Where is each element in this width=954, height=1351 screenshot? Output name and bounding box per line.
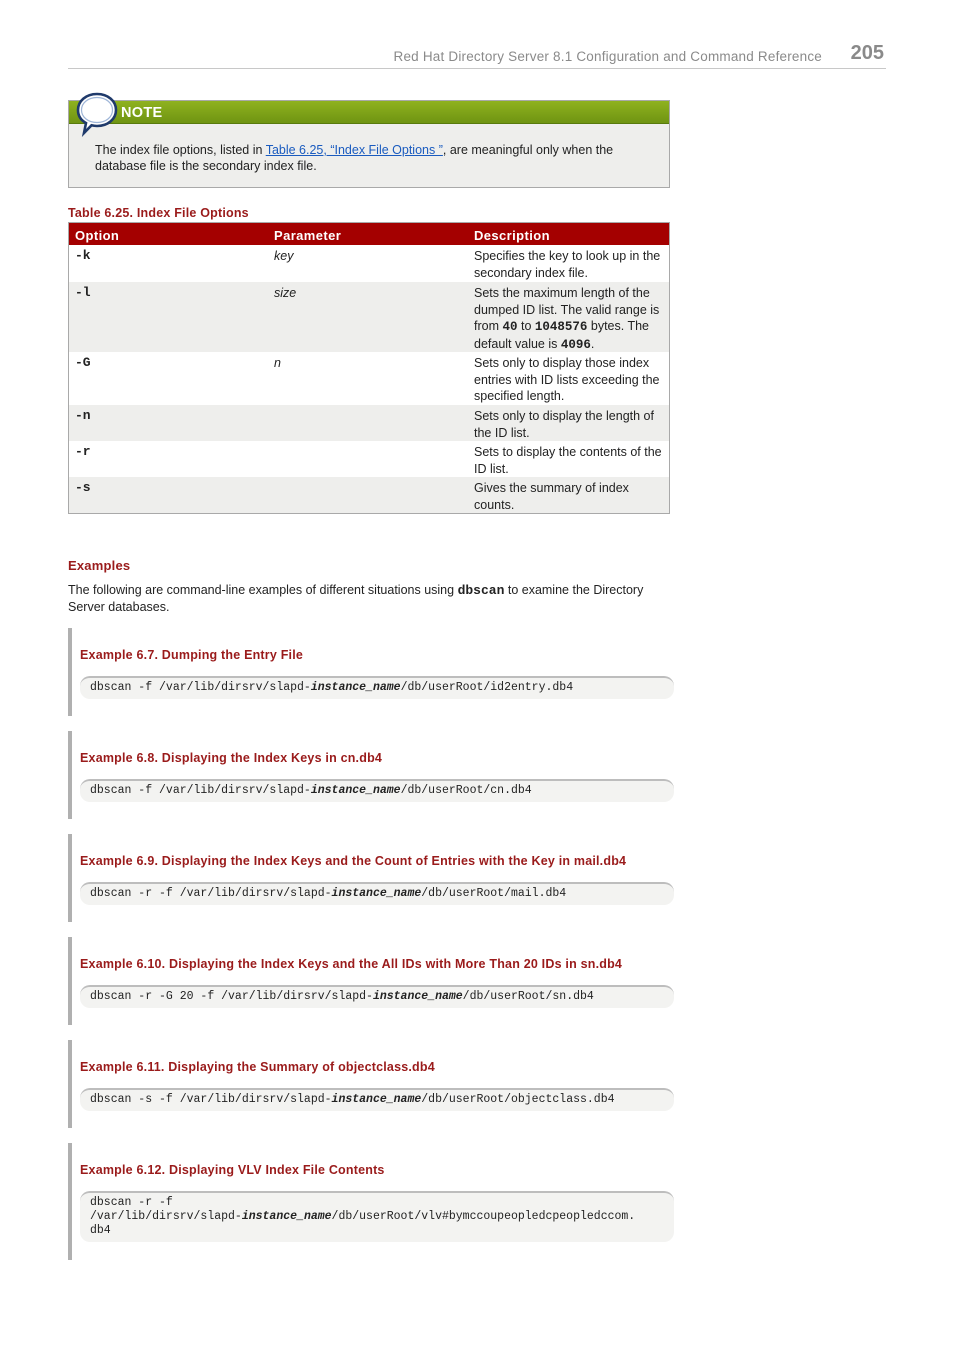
page-header — [68, 40, 886, 69]
code-block[interactable] — [80, 1088, 674, 1111]
example-title: Example 6.12. Displaying VLV Index File Contents — [80, 1163, 385, 1177]
example-title: Example 6.8. Displaying the Index Keys in cn.db4 — [80, 751, 383, 765]
examples-intro — [68, 582, 678, 616]
code-block[interactable] — [80, 985, 674, 1008]
example-title: Example 6.9. Displaying the Index Keys and the Count of Entries with the Key in mail.db4 — [80, 854, 627, 868]
option-cell: -s — [75, 480, 91, 495]
code-text: /db/userRoot/cn.db4 — [400, 784, 532, 797]
note-box — [68, 100, 670, 188]
example-title: Example 6.11. Displaying the Summary of objectclass.db4 — [80, 1060, 435, 1074]
code-text: dbscan -r -f /var/lib/dirsrv/slapd- — [90, 1196, 242, 1223]
code-variable: instance_name — [310, 681, 401, 694]
option-cell: -l — [75, 285, 91, 300]
intro-text: to examine the Directory Server databases. — [68, 583, 644, 614]
desc-value: 40 — [502, 320, 518, 334]
code-text: dbscan -r -f /var/lib/dirsrv/slapd- — [90, 887, 332, 900]
note-text — [95, 142, 655, 174]
description-cell: Specifies the key to look up in the secondary index file. — [474, 249, 661, 280]
index-file-options-table — [68, 222, 670, 514]
code-variable: instance_name — [241, 1210, 332, 1223]
parameter-cell: key — [274, 249, 294, 263]
code-block[interactable] — [80, 779, 674, 802]
table-row — [69, 245, 669, 282]
table-caption: Table 6.25. Index File Options — [68, 206, 249, 220]
option-cell: -G — [75, 355, 91, 370]
desc-value: 1048576 — [534, 320, 588, 334]
parameter-cell: size — [274, 286, 297, 300]
note-label: NOTE — [121, 105, 163, 121]
code-variable: instance_name — [331, 887, 422, 900]
example-block — [68, 1040, 674, 1128]
header-description: Description — [474, 228, 550, 243]
header-option: Option — [75, 228, 120, 243]
code-variable: instance_name — [372, 990, 463, 1003]
desc-text: bytes. The default value is — [474, 319, 649, 351]
example-title: Example 6.10. Displaying the Index Keys and the All IDs with More Than 20 IDs in sn.db4 — [80, 957, 623, 971]
description-cell: Sets only to display the length of the ID list. — [474, 409, 654, 440]
example-block — [68, 834, 674, 922]
note-text-after: , are meaningful only when the database file is the secondary index file. — [95, 143, 614, 173]
desc-text: to — [517, 319, 535, 333]
code-block[interactable] — [80, 676, 674, 699]
description-cell — [474, 285, 664, 353]
intro-text: The following are command-line examples of different situations using — [68, 583, 458, 597]
code-variable: instance_name — [310, 784, 401, 797]
code-block[interactable] — [80, 1191, 674, 1242]
parameter-cell: n — [274, 356, 281, 370]
example-title: Example 6.7. Dumping the Entry File — [80, 648, 304, 662]
speech-bubble-icon — [75, 91, 119, 137]
code-text: dbscan -f /var/lib/dirsrv/slapd- — [90, 681, 311, 694]
page-number: 205 — [850, 42, 884, 64]
code-text: /db/userRoot/id2entry.db4 — [400, 681, 574, 694]
table-header-row — [69, 223, 669, 245]
book-title: Red Hat Directory Server 8.1 Configuration and Command Reference — [393, 49, 822, 64]
example-block — [68, 1143, 674, 1260]
table-row — [69, 282, 669, 352]
example-block — [68, 937, 674, 1025]
table-row — [69, 352, 669, 405]
code-text: dbscan -f /var/lib/dirsrv/slapd- — [90, 784, 311, 797]
code-text: /db/userRoot/vlv#bymccoupeopledcpeopledccom. db4 — [90, 1210, 636, 1237]
code-text: /db/userRoot/objectclass.db4 — [421, 1093, 615, 1106]
option-cell: -k — [75, 248, 91, 263]
example-block — [68, 731, 674, 819]
example-block — [68, 628, 674, 716]
description-cell: Gives the summary of index counts. — [474, 481, 629, 512]
code-text: /db/userRoot/sn.db4 — [462, 990, 594, 1003]
header-parameter: Parameter — [274, 228, 342, 243]
option-cell: -r — [75, 444, 91, 459]
description-cell: Sets to display the contents of the ID list. — [474, 445, 662, 476]
table-row — [69, 405, 669, 441]
table-link[interactable]: Table 6.25, “Index File Options ” — [265, 143, 443, 157]
description-cell: Sets only to display those index entries with ID lists exceeding the specified length. — [474, 356, 660, 403]
examples-heading: Examples — [68, 558, 131, 573]
code-text: dbscan -r -G 20 -f /var/lib/dirsrv/slapd- — [90, 990, 373, 1003]
desc-text: . — [590, 336, 595, 351]
desc-text: Sets the maximum length of the dumped ID list. The valid range is from — [474, 286, 660, 333]
code-text: /db/userRoot/mail.db4 — [421, 887, 567, 900]
intro-command: dbscan — [457, 583, 505, 598]
code-text: dbscan -s -f /var/lib/dirsrv/slapd- — [90, 1093, 332, 1106]
option-cell: -n — [75, 408, 91, 423]
table-row — [69, 441, 669, 477]
desc-value: 4096 — [560, 337, 591, 352]
code-variable: instance_name — [331, 1093, 422, 1106]
table-row — [69, 477, 669, 513]
note-text-before: The index file options, listed in — [95, 143, 266, 157]
code-block[interactable] — [80, 882, 674, 905]
